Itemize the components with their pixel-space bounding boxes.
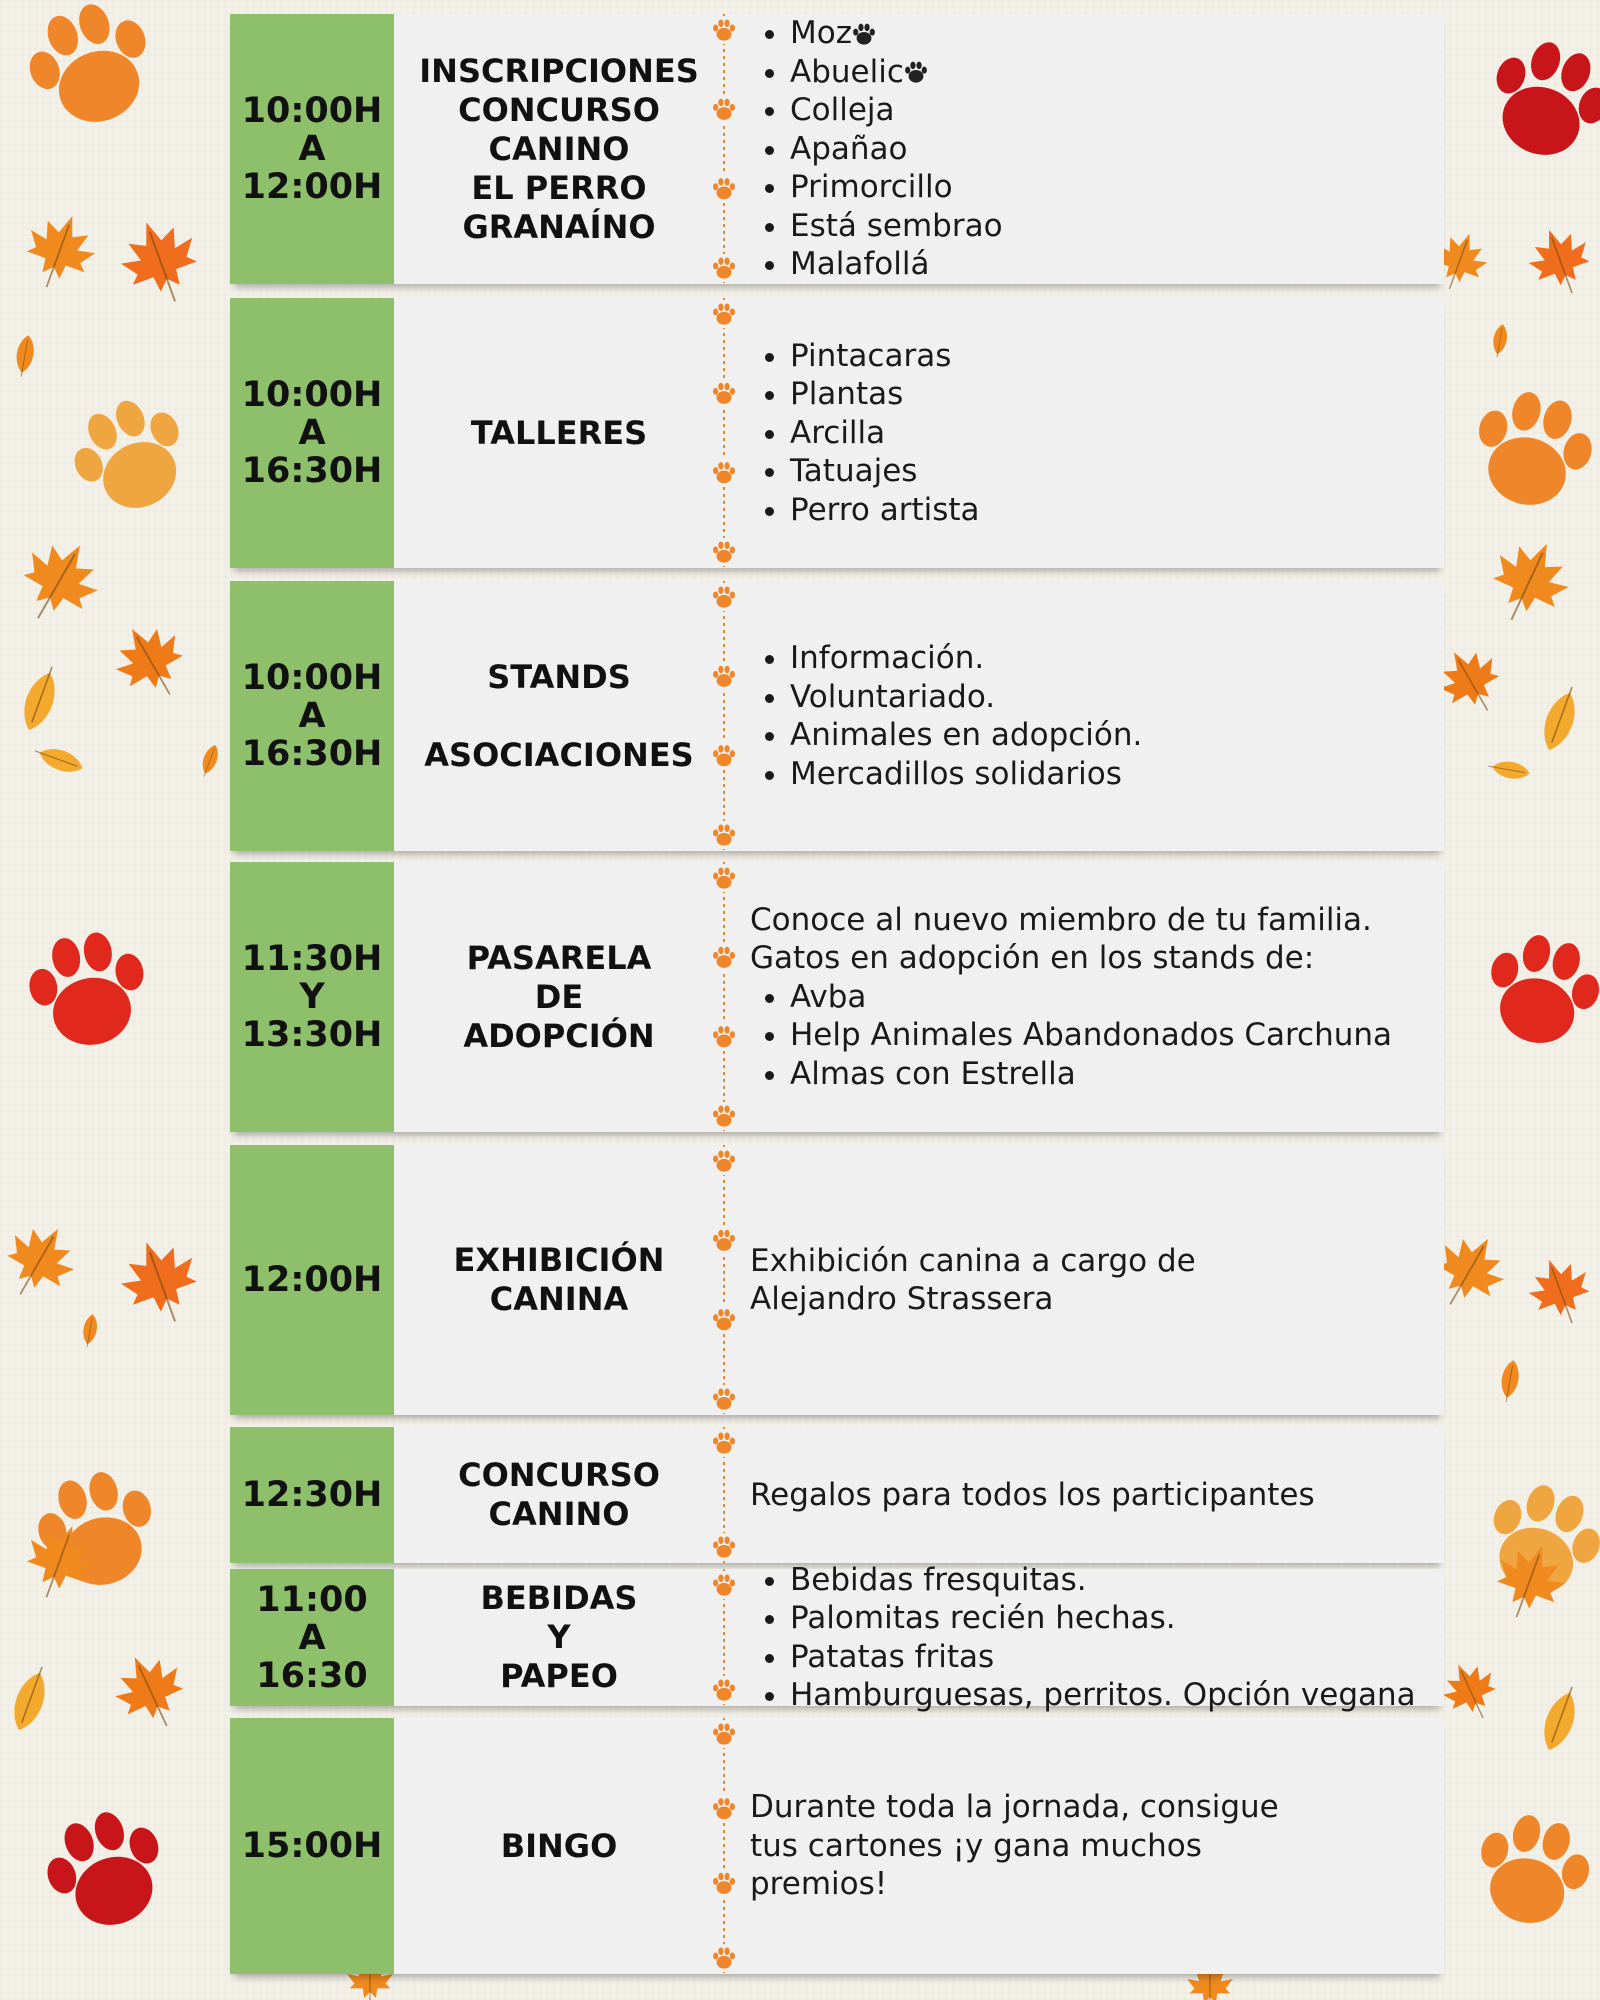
list-item	[790, 14, 1436, 53]
event-cell	[394, 14, 724, 284]
time-cell	[230, 14, 394, 284]
list-item	[790, 414, 1436, 453]
time-text: 10:00H A 12:00H	[241, 91, 383, 207]
list-item	[790, 1676, 1436, 1715]
time-text: 10:00H A 16:30H	[241, 375, 383, 491]
schedule-row	[230, 1718, 1444, 1974]
list-item	[790, 337, 1436, 376]
detail-list	[750, 337, 1436, 530]
paw-separator	[702, 1145, 746, 1415]
schedule-row	[230, 14, 1444, 284]
list-item	[790, 91, 1436, 130]
leaf-icon	[1487, 758, 1531, 782]
maple-leaf-icon	[104, 1643, 198, 1740]
time-text: 11:00 A 16:30	[256, 1579, 368, 1696]
paw-print-icon	[1466, 1805, 1600, 1935]
paw-separator	[702, 862, 746, 1132]
leaf-icon	[1490, 323, 1509, 358]
maple-leaf-icon	[5, 526, 113, 637]
detail-list	[750, 978, 1436, 1094]
list-item	[790, 53, 1436, 92]
event-cell	[394, 1145, 724, 1415]
paw-separator	[702, 1718, 746, 1974]
paw-print-icon	[1476, 29, 1600, 172]
list-item	[790, 1016, 1436, 1055]
list-item-text: Plantas	[790, 376, 904, 413]
event-cell	[394, 298, 724, 568]
maple-leaf-icon	[1520, 1250, 1600, 1334]
time-text: 15:00H	[241, 1826, 383, 1866]
detail-list	[750, 1561, 1436, 1715]
list-item	[790, 130, 1436, 169]
list-item	[790, 1599, 1436, 1638]
maple-leaf-icon	[111, 209, 211, 314]
paw-trail-icon	[702, 1427, 746, 1563]
list-item	[790, 207, 1436, 246]
paw-print-icon	[22, 925, 154, 1054]
list-item-text: Voluntariado.	[790, 678, 996, 715]
leaf-icon	[17, 662, 65, 734]
list-item	[790, 375, 1436, 414]
leaf-icon	[13, 334, 37, 378]
leaf-icon	[1537, 1682, 1585, 1754]
maple-leaf-icon	[1477, 528, 1581, 636]
schedule-row	[230, 1145, 1444, 1415]
detail-list	[750, 639, 1436, 793]
leaf-icon	[80, 1313, 99, 1348]
time-cell	[230, 862, 394, 1132]
time-cell	[230, 1569, 394, 1706]
paw-icon	[904, 61, 928, 85]
paw-trail-icon	[702, 862, 746, 1132]
detail-text: Gatos en adopción en los stands de:	[750, 940, 1315, 977]
schedule-row	[230, 862, 1444, 1132]
event-cell	[394, 862, 724, 1132]
paw-print-icon	[59, 385, 203, 527]
leaf-icon	[1498, 1359, 1522, 1403]
list-item	[790, 1055, 1436, 1094]
maple-leaf-icon	[111, 1229, 211, 1334]
time-cell	[230, 1427, 394, 1563]
list-item-text: Animales en adopción.	[790, 717, 1143, 753]
list-item-text: Bebidas fresquitas.	[790, 1561, 1087, 1598]
list-item-text: Está sembrao	[790, 207, 1003, 244]
list-item-text: Malafollá	[790, 246, 930, 283]
list-item	[790, 1638, 1436, 1677]
schedule-row	[230, 1427, 1444, 1563]
event-cell	[394, 1718, 724, 1974]
event-title: INSCRIPCIONES CONCURSO CANINO EL PERRO GRANAÍNO	[419, 51, 699, 246]
list-item	[790, 452, 1436, 491]
maple-leaf-icon	[1434, 1653, 1507, 1729]
paw-separator	[702, 1427, 746, 1563]
list-item-text: Avba	[790, 978, 867, 1015]
time-cell	[230, 1145, 394, 1415]
event-title: BINGO	[500, 1826, 618, 1865]
detail-text: tus cartones ¡y gana muchos	[750, 1827, 1202, 1864]
paw-trail-icon	[702, 1145, 746, 1415]
paw-trail-icon	[702, 1569, 746, 1706]
list-item-text: Colleja	[790, 92, 895, 129]
list-item-text: Arcilla	[790, 414, 886, 451]
maple-leaf-icon	[102, 612, 199, 712]
list-item	[790, 1561, 1436, 1600]
event-title: TALLERES	[470, 413, 648, 452]
list-item-text: Hamburguesas, perritos. Opción vegana	[790, 1677, 1416, 1713]
paw-trail-icon	[702, 581, 746, 851]
time-text: 12:00H	[241, 1260, 383, 1300]
leaf-icon	[32, 742, 86, 778]
paw-print-icon	[34, 1799, 180, 1942]
leaf-icon	[7, 1662, 55, 1734]
paw-trail-icon	[702, 298, 746, 568]
time-text: 12:30H	[241, 1475, 383, 1515]
list-item-text: Help Animales Abandonados Carchuna	[790, 1017, 1393, 1054]
leaf-icon	[1537, 682, 1585, 754]
time-cell	[230, 298, 394, 568]
event-title: PASARELA DE ADOPCIÓN	[463, 938, 655, 1055]
time-cell	[230, 1718, 394, 1974]
list-item	[790, 168, 1436, 207]
list-item-text: Tatuajes	[790, 453, 918, 490]
paw-separator	[702, 1569, 746, 1706]
detail-text: Regalos para todos los participantes	[750, 1476, 1315, 1513]
time-cell	[230, 581, 394, 851]
list-item	[790, 491, 1436, 530]
list-item-text: Perro artista	[790, 491, 980, 528]
detail-text: Durante toda la jornada, consigue	[750, 1789, 1279, 1826]
schedule-row	[230, 298, 1444, 568]
list-item-text: Pintacaras	[790, 337, 952, 374]
list-item-text: Primorcillo	[790, 169, 953, 206]
details-cell	[750, 581, 1436, 851]
maple-leaf-icon	[1520, 220, 1600, 304]
paw-print-icon	[15, 0, 167, 139]
event-cell	[394, 581, 724, 851]
list-item-text: Almas con Estrella	[790, 1055, 1076, 1092]
paw-print-icon	[1476, 925, 1600, 1055]
list-item-text: Moz	[790, 15, 852, 52]
event-cell	[394, 1569, 724, 1706]
event-title: EXHIBICIÓN CANINA	[453, 1241, 665, 1318]
schedule-row	[230, 581, 1444, 851]
paw-trail-icon	[702, 14, 746, 284]
event-title: STANDS ASOCIACIONES	[424, 657, 694, 774]
list-item	[790, 678, 1436, 717]
event-title: BEBIDAS Y PAPEO	[480, 1579, 638, 1695]
list-item-text: Información.	[790, 640, 985, 676]
details-cell	[750, 1427, 1436, 1563]
time-text: 10:00H A 16:30H	[241, 658, 383, 774]
maple-leaf-icon	[14, 204, 104, 298]
details-cell	[750, 298, 1436, 568]
maple-leaf-icon	[0, 1212, 88, 1312]
paw-trail-icon	[702, 1718, 746, 1974]
list-item-text: Palomitas recién hechas.	[790, 1600, 1176, 1636]
time-text: 11:30H Y 13:30H	[241, 939, 383, 1055]
detail-text: Conoce al nuevo miembro de tu familia.	[750, 901, 1372, 938]
list-item	[790, 978, 1436, 1017]
details-cell	[750, 1145, 1436, 1415]
list-item-text: Apañao	[790, 130, 908, 167]
list-item	[790, 716, 1436, 755]
detail-text: Exhibición canina a cargo de	[750, 1242, 1196, 1279]
list-item-text: Patatas fritas	[790, 1638, 995, 1675]
leaf-icon	[198, 743, 222, 779]
schedule-row	[230, 1561, 1444, 1713]
list-item-text: Mercadillos solidarios	[790, 755, 1122, 792]
list-item	[790, 755, 1436, 794]
details-cell	[750, 1561, 1436, 1713]
paw-separator	[702, 298, 746, 568]
list-item	[790, 639, 1436, 678]
detail-text: premios!	[750, 1866, 888, 1903]
list-item	[790, 245, 1436, 284]
detail-list	[750, 14, 1436, 284]
paw-separator	[702, 581, 746, 851]
event-cell	[394, 1427, 724, 1563]
paw-icon	[852, 23, 876, 47]
details-cell	[750, 1718, 1436, 1974]
detail-text: Alejandro Strassera	[750, 1281, 1054, 1317]
details-cell	[750, 862, 1436, 1132]
paw-print-icon	[1463, 382, 1600, 518]
details-cell	[750, 14, 1436, 284]
paw-separator	[702, 14, 746, 284]
event-title: CONCURSO CANINO	[458, 1456, 660, 1533]
list-item-text: Abuelic	[790, 53, 904, 90]
